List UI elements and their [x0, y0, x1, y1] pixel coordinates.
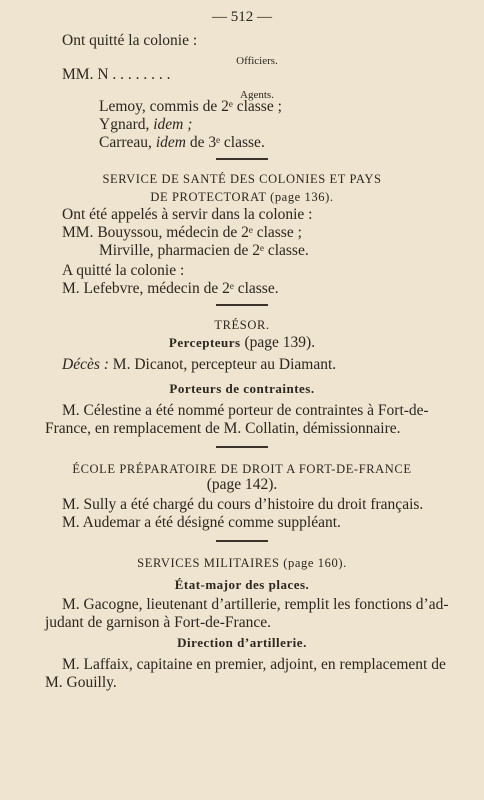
deces-text: M. Dicanot, percepteur au Diamant.: [112, 356, 337, 373]
section3-title: TRÉSOR.: [214, 318, 270, 332]
section2-line-3: Mirville, pharmacien de 2ᵉ classe.: [99, 242, 309, 259]
section2-line-4: A quitté la colonie :: [62, 262, 185, 279]
porteurs-heading: Porteurs de contraintes.: [169, 381, 315, 396]
section2-line-2: MM. Bouyssou, médecin de 2ᵉ classe ;: [62, 224, 302, 241]
divider: [216, 158, 268, 160]
section4-line-1: M. Sully a été chargé du cours d’histoire du droit français.: [62, 496, 424, 513]
percepteurs-page: (page 139).: [244, 334, 316, 351]
section5-paragraph-3: M. Laffaix, capitaine en premier, adjoint, en remplacement de: [62, 656, 446, 673]
agent-line-3: [99, 134, 265, 152]
percepteurs-label: Percepteurs: [168, 335, 241, 350]
section2-line-5: M. Lefebvre, médecin de 2ᵉ classe.: [62, 280, 279, 297]
officiers-label: Officiers.: [236, 55, 278, 67]
divider: [216, 304, 268, 306]
agent-line-1: Lemoy, commis de 2ᵉ classe ;: [99, 98, 282, 115]
agent2-idem: idem ;: [153, 116, 193, 133]
divider: [216, 540, 268, 542]
agents-label: Agents.: [240, 89, 274, 101]
agent3-rest: de 3ᵉ classe.: [189, 134, 265, 151]
section2-title-1: SERVICE DE SANTÉ DES COLONIES ET PAYS: [102, 172, 382, 186]
percepteurs-heading: [0, 334, 484, 352]
section3-paragraph-2: France, en remplacement de M. Collatin, démissionnaire.: [45, 420, 401, 437]
section3-paragraph-1: M. Célestine a été nommé porteur de contraintes à Fort-de-: [62, 402, 429, 419]
section2-title-2: DE PROTECTORAT (page 136).: [150, 190, 334, 204]
deces-line: [62, 356, 336, 374]
divider: [216, 446, 268, 448]
deces-label: Décès :: [62, 356, 109, 373]
agent-line-2: [99, 116, 192, 134]
section5-title: SERVICES MILITAIRES (page 160).: [137, 556, 347, 570]
section2-line-1: Ont été appelés à servir dans la colonie :: [62, 206, 313, 223]
agent3-name: Carreau,: [99, 134, 152, 151]
section4-line-2: M. Audemar a été désigné comme suppléant.: [62, 514, 341, 531]
direction-heading: Direction d’artillerie.: [177, 635, 307, 650]
agent3-idem: idem: [155, 134, 186, 151]
section5-paragraph-1: M. Gacogne, lieutenant d’artillerie, remplit les fonctions d’ad-: [62, 596, 449, 613]
section4-title-2: (page 142).: [206, 476, 278, 493]
agent2-name: Ygnard,: [99, 116, 150, 133]
page-number: — 512 —: [212, 9, 272, 25]
officiers-line: MM. N . . . . . . . .: [62, 66, 171, 83]
section5-paragraph-2: judant de garnison à Fort-de-France.: [45, 614, 271, 631]
section4-title-1: ÉCOLE PRÉPARATOIRE DE DROIT A FORT-DE-FRANCE: [72, 462, 412, 476]
etat-major-heading: État-major des places.: [174, 577, 310, 592]
section1-heading: Ont quitté la colonie :: [62, 32, 198, 49]
section5-paragraph-4: M. Gouilly.: [45, 674, 117, 691]
